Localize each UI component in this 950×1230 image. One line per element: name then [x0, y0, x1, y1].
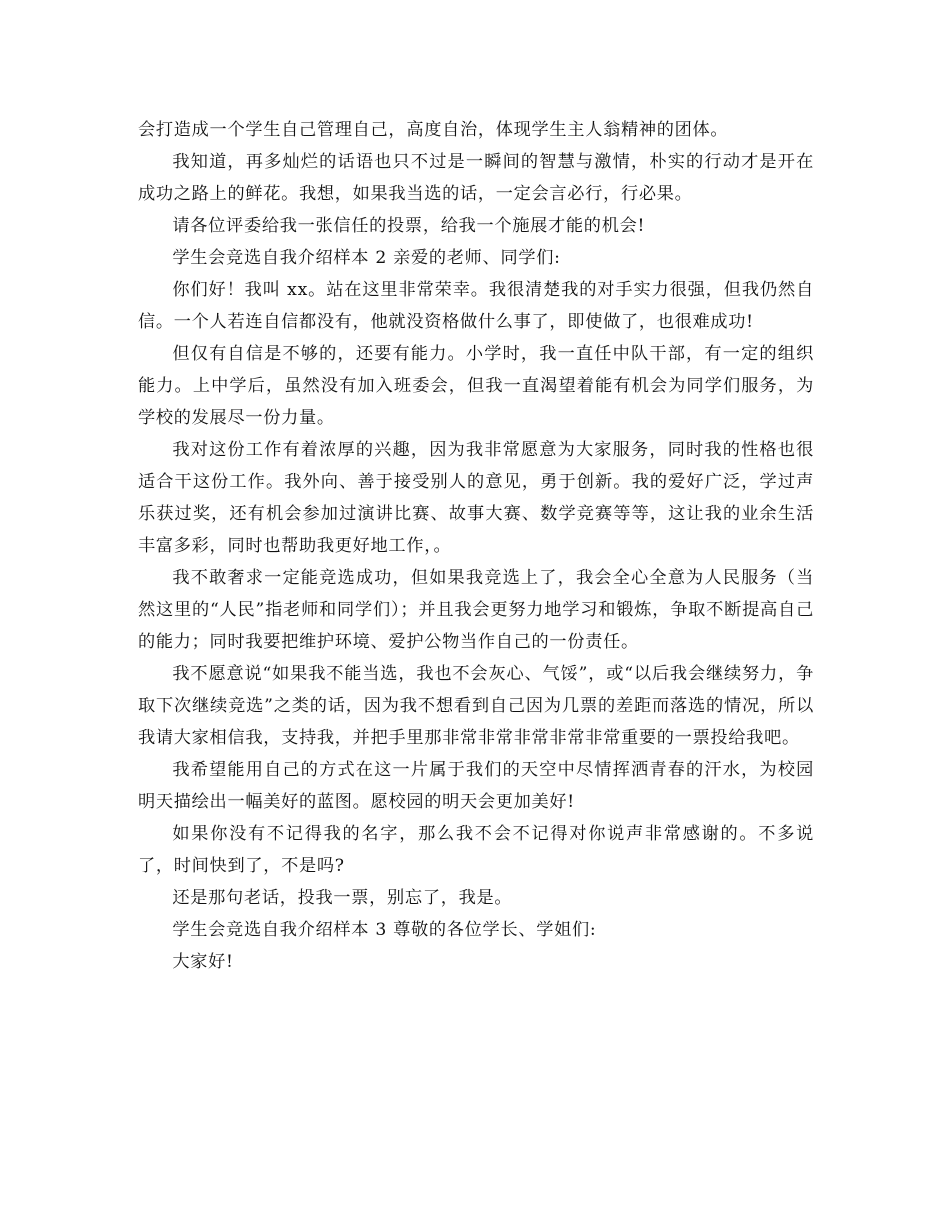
section-heading: 学生会竞选自我介绍样本 3 尊敬的各位学长、学姐们: — [172, 920, 597, 940]
paragraph: 我不敢奢求一定能竞选成功，但如果我竞选上了，我会全心全意为人民服务（当然这里的“人民”指老师和同学们）；并且我会更努力地学习和锻炼，争取不断提高自己的能力；同时我要把维护环境、爱护公物当作自己的一份责任。 — [138, 568, 814, 652]
paragraph: 还是那句老话，投我一票，别忘了，我是。 — [172, 888, 513, 908]
paragraph: 但仅有自信是不够的，还要有能力。小学时，我一直任中队干部，有一定的组织能力。上中学后，虽然没有加入班委会，但我一直渴望着能有机会为同学们服务，为学校的发展尽一份力量。 — [138, 344, 814, 428]
paragraph: 请各位评委给我一张信任的投票，给我一个施展才能的机会! — [172, 216, 646, 236]
document-body — [138, 114, 814, 978]
paragraph: 我对这份工作有着浓厚的兴趣，因为我非常愿意为大家服务，同时我的性格也很适合干这份工作。我外向、善于接受别人的意见，勇于创新。我的爱好广泛，学过声乐获过奖，还有机会参加过演讲比赛、故事大赛、数学竞赛等等，这让我的业余生活丰富多彩，同时也帮助我更好地工作，。 — [138, 440, 814, 556]
paragraph: 我知道，再多灿烂的话语也只不过是一瞬间的智慧与激情，朴实的行动才是开在成功之路上的鲜花。我想，如果我当选的话，一定会言必行，行必果。 — [138, 152, 814, 204]
paragraph-continued: 会打造成一个学生自己管理自己，高度自治，体现学生主人翁精神的团体。 — [138, 120, 729, 140]
paragraph: 我不愿意说“如果我不能当选，我也不会灰心、气馁”，或“以后我会继续努力，争取下次继续竞选”之类的话，因为我不想看到自己因为几票的差距而落选的情况，所以我请大家相信我，支持我，并把手里那非常非常非常非常非常重要的一票投给我吧。 — [138, 664, 814, 748]
paragraph: 我希望能用自己的方式在这一片属于我们的天空中尽情挥洒青春的汗水，为校园明天描绘出一幅美好的蓝图。愿校园的明天会更加美好! — [138, 760, 814, 812]
paragraph: 大家好! — [172, 952, 234, 972]
section-heading: 学生会竞选自我介绍样本 2 亲爱的老师、同学们: — [172, 248, 561, 268]
paragraph: 如果你没有不记得我的名字，那么我不会不记得对你说声非常感谢的。不多说了，时间快到了，不是吗? — [138, 824, 814, 876]
paragraph: 你们好！我叫 xx。站在这里非常荣幸。我很清楚我的对手实力很强，但我仍然自信。一个人若连自信都没有，他就没资格做什么事了，即使做了，也很难成功! — [138, 280, 814, 332]
